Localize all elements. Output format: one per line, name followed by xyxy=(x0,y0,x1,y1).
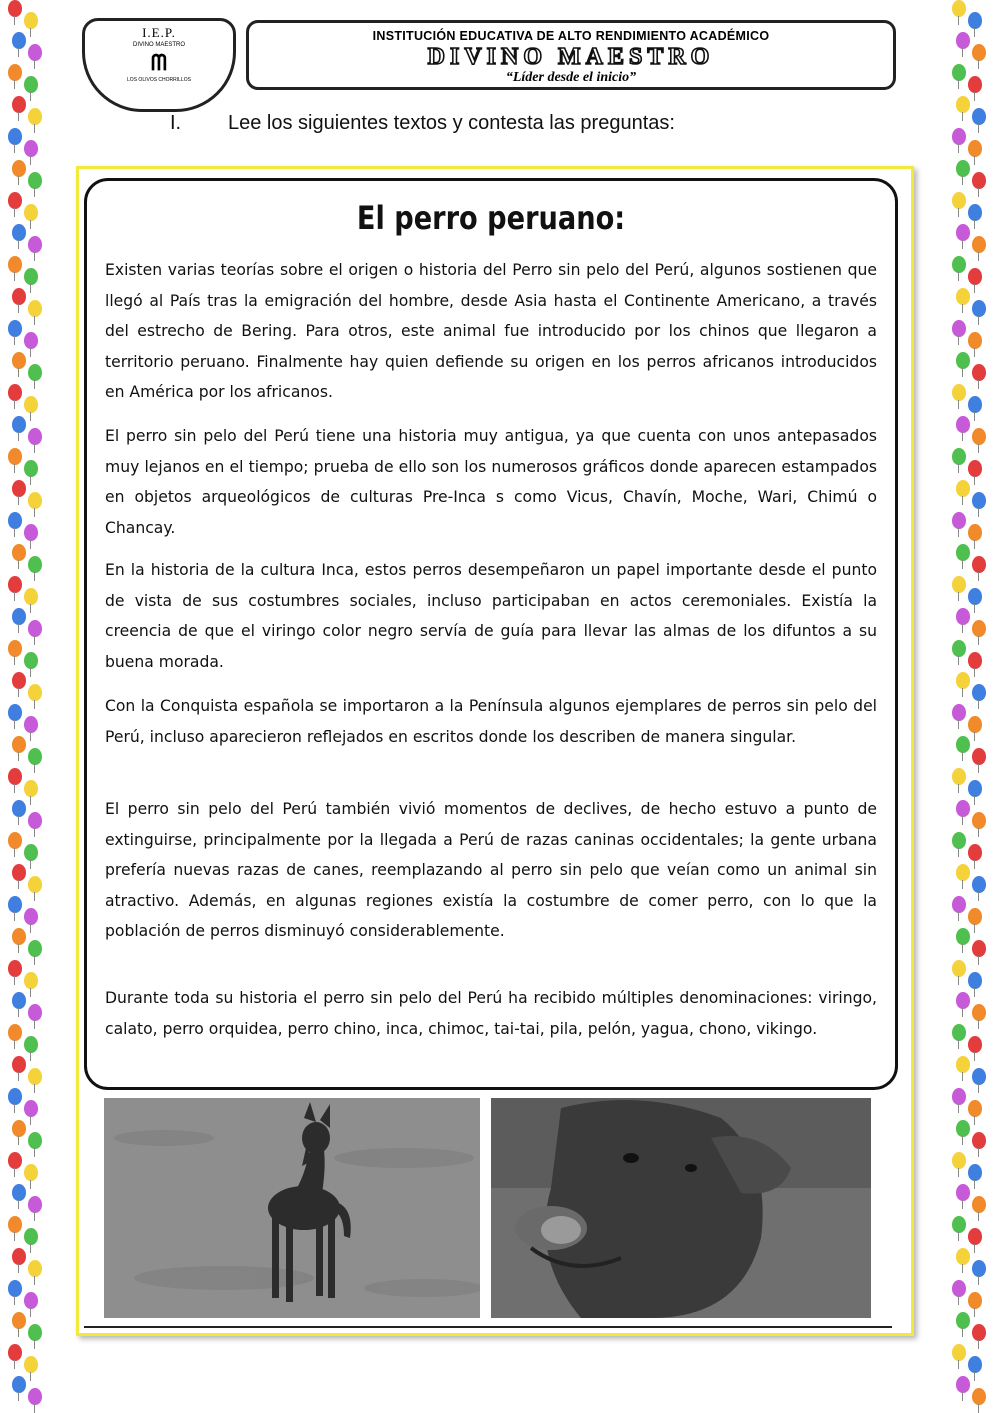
balloon-icon xyxy=(12,480,26,497)
balloon-icon xyxy=(24,460,38,477)
balloon-icon xyxy=(968,396,982,413)
balloon-icon xyxy=(12,32,26,49)
balloon-icon xyxy=(24,1036,38,1053)
balloon-icon xyxy=(24,396,38,413)
balloon-icon xyxy=(24,844,38,861)
logo-location: LOS OLIVOS CHORRILLOS xyxy=(127,77,191,83)
balloon-icon xyxy=(956,416,970,433)
balloon-icon xyxy=(28,940,42,957)
paragraph-conquest: Con la Conquista española se importaron a la Península algunos ejemplares de perros sin pelo del Perú, incluso aparecieron reflejados en escritos donde los describen de manera singular. xyxy=(105,697,877,746)
balloon-icon xyxy=(952,256,966,273)
left-balloon-border xyxy=(8,0,48,1413)
balloon-icon xyxy=(972,1260,986,1277)
balloon-icon xyxy=(952,1152,966,1169)
balloon-icon xyxy=(972,940,986,957)
balloon-icon xyxy=(972,684,986,701)
balloon-icon xyxy=(28,44,42,61)
balloon-icon xyxy=(28,428,42,445)
balloon-icon xyxy=(24,1164,38,1181)
balloon-icon xyxy=(28,812,42,829)
balloon-icon xyxy=(956,928,970,945)
balloon-icon xyxy=(24,12,38,29)
balloon-icon xyxy=(972,364,986,381)
balloon-icon xyxy=(28,1004,42,1021)
balloon-icon xyxy=(12,608,26,625)
paragraph-decline: El perro sin pelo del Perú también vivió momentos de declives, de hecho estuvo a punto de extinguirse, principalmente por la llegada a Perú de razas caninas occidentales; la gente urbana prefería nuevas razas de canes, reemplazando al perro sin pelo que veían como un animal sin atractivo. Además, en algunas regiones existía la costumbre de comer perro, con lo que la población de perros disminuyó considerablemente. xyxy=(105,800,877,941)
balloon-icon xyxy=(956,1184,970,1201)
balloon-icon xyxy=(968,268,982,285)
balloon-icon xyxy=(956,800,970,817)
balloon-icon xyxy=(8,1280,22,1297)
balloon-icon xyxy=(972,236,986,253)
balloon-icon xyxy=(968,12,982,29)
balloon-icon xyxy=(972,1132,986,1149)
school-name: DIVINO MAESTRO xyxy=(427,44,715,70)
balloon-icon xyxy=(8,896,22,913)
balloon-icon xyxy=(968,1100,982,1117)
balloon-icon xyxy=(12,544,26,561)
balloon-icon xyxy=(968,332,982,349)
balloon-icon xyxy=(12,928,26,945)
balloon-icon xyxy=(8,448,22,465)
balloon-icon xyxy=(972,492,986,509)
balloon-icon xyxy=(12,224,26,241)
balloon-icon xyxy=(8,512,22,529)
balloon-icon xyxy=(24,1356,38,1373)
balloon-icon xyxy=(956,1120,970,1137)
balloon-icon xyxy=(8,1088,22,1105)
balloon-icon xyxy=(968,1036,982,1053)
balloon-icon xyxy=(12,96,26,113)
balloon-icon xyxy=(8,576,22,593)
balloon-icon xyxy=(956,96,970,113)
balloon-icon xyxy=(952,960,966,977)
balloon-icon xyxy=(956,480,970,497)
balloon-icon xyxy=(956,224,970,241)
balloon-icon xyxy=(968,1228,982,1245)
balloon-icon xyxy=(952,768,966,785)
balloon-icon xyxy=(956,864,970,881)
balloon-icon xyxy=(8,384,22,401)
balloon-icon xyxy=(968,204,982,221)
balloon-icon xyxy=(28,620,42,637)
balloon-icon xyxy=(972,556,986,573)
balloon-icon xyxy=(952,1024,966,1041)
balloon-icon xyxy=(8,1216,22,1233)
balloon-icon xyxy=(24,972,38,989)
balloon-icon xyxy=(24,1100,38,1117)
balloon-icon xyxy=(8,320,22,337)
paragraph-history: El perro sin pelo del Perú tiene una historia muy antigua, ya que cuenta con unos antepasados muy lejanos en el tiempo; prueba de ello son los numerosos gráficos donde aparecen estampados en objetos arqueológicos de culturas Pre-Inca s como Vicus, Chavín, Moche, Wari, Chimú o Chancay. xyxy=(105,427,877,537)
logo-subtitle: DIVINO MAESTRO xyxy=(132,42,185,48)
balloon-icon xyxy=(12,1184,26,1201)
balloon-icon xyxy=(12,352,26,369)
balloon-icon xyxy=(12,672,26,689)
balloon-icon xyxy=(972,172,986,189)
balloon-icon xyxy=(972,748,986,765)
balloon-icon xyxy=(12,736,26,753)
balloon-icon xyxy=(28,684,42,701)
balloon-icon xyxy=(968,908,982,925)
paragraph-origin: Existen varias teorías sobre el origen o historia del Perro sin pelo del Perú, algunos sostienen que llegó al País tras la emigración del hombre, desde Asia hasta el Continente Americano, a través del estrecho de Bering. Para otros, este animal fue introducido por los chinos que llegaron a territorio peruano. Finalmente hay quien defiende su origen en los perros africanos introducidos en América por los africanos. xyxy=(105,261,877,402)
balloon-icon xyxy=(28,556,42,573)
balloon-icon xyxy=(28,876,42,893)
balloon-icon xyxy=(28,492,42,509)
instruction xyxy=(170,112,675,135)
balloon-icon xyxy=(968,652,982,669)
balloon-icon xyxy=(24,204,38,221)
balloon-icon xyxy=(8,1024,22,1041)
balloon-icon xyxy=(24,268,38,285)
balloon-icon xyxy=(952,704,966,721)
balloon-icon xyxy=(8,1344,22,1361)
balloon-icon xyxy=(956,672,970,689)
balloon-icon xyxy=(956,352,970,369)
balloon-icon xyxy=(972,812,986,829)
balloon-icon xyxy=(972,1068,986,1085)
balloon-icon xyxy=(24,780,38,797)
balloon-icon xyxy=(8,192,22,209)
balloon-icon xyxy=(24,652,38,669)
balloon-icon xyxy=(952,1088,966,1105)
balloon-icon xyxy=(8,1152,22,1169)
balloon-icon xyxy=(12,864,26,881)
balloon-icon xyxy=(28,236,42,253)
instruction-number: I. xyxy=(170,112,182,134)
balloon-icon xyxy=(24,524,38,541)
balloon-icon xyxy=(956,32,970,49)
balloon-icon xyxy=(28,748,42,765)
logo-acronym: I.E.P. xyxy=(142,25,176,40)
balloon-icon xyxy=(28,1068,42,1085)
balloon-icon xyxy=(968,1356,982,1373)
balloon-icon xyxy=(28,172,42,189)
balloon-icon xyxy=(952,0,966,17)
balloon-icon xyxy=(8,704,22,721)
balloon-icon xyxy=(24,1292,38,1309)
balloon-icon xyxy=(956,1248,970,1265)
balloon-icon xyxy=(12,800,26,817)
paragraph-inca: En la historia de la cultura Inca, estos perros desempeñaron un papel importante desde el punto de vista de sus costumbres sociales, incluso participaban en actos ceremoniales. Existía la creencia de que el viringo color negro servía de guía para llevar las almas de los difuntos a su buena morada. xyxy=(105,561,877,671)
balloon-icon xyxy=(972,1324,986,1341)
balloon-icon xyxy=(12,1120,26,1137)
balloon-icon xyxy=(952,1216,966,1233)
school-logo xyxy=(82,18,236,112)
balloon-icon xyxy=(952,320,966,337)
balloon-icon xyxy=(28,364,42,381)
balloon-icon xyxy=(968,76,982,93)
balloon-icon xyxy=(952,1280,966,1297)
dog-closeup-photo xyxy=(491,1098,871,1318)
balloon-icon xyxy=(8,832,22,849)
balloon-icon xyxy=(956,544,970,561)
balloon-icon xyxy=(28,300,42,317)
balloon-icon xyxy=(12,1376,26,1393)
balloon-icon xyxy=(968,716,982,733)
balloon-icon xyxy=(24,588,38,605)
balloon-icon xyxy=(12,288,26,305)
balloon-icon xyxy=(952,128,966,145)
balloon-icon xyxy=(952,896,966,913)
balloon-icon xyxy=(28,1324,42,1341)
balloon-icon xyxy=(12,992,26,1009)
balloon-icon xyxy=(952,192,966,209)
balloon-icon xyxy=(8,768,22,785)
balloon-icon xyxy=(952,640,966,657)
balloon-icon xyxy=(28,1132,42,1149)
bottom-rule xyxy=(84,1326,892,1328)
balloon-icon xyxy=(12,1056,26,1073)
balloon-icon xyxy=(968,844,982,861)
balloon-icon xyxy=(956,736,970,753)
balloon-icon xyxy=(8,64,22,81)
balloon-icon xyxy=(968,524,982,541)
balloon-icon xyxy=(24,140,38,157)
dog-standing-photo xyxy=(104,1098,480,1318)
balloon-icon xyxy=(956,160,970,177)
balloon-icon xyxy=(972,1388,986,1405)
balloon-icon xyxy=(952,384,966,401)
balloon-icon xyxy=(956,992,970,1009)
balloon-icon xyxy=(28,1388,42,1405)
balloon-icon xyxy=(12,1312,26,1329)
balloon-icon xyxy=(28,1260,42,1277)
balloon-icon xyxy=(968,780,982,797)
balloon-icon xyxy=(28,1196,42,1213)
balloon-icon xyxy=(952,832,966,849)
balloon-icon xyxy=(28,108,42,125)
logo-emblem: ᗰ xyxy=(151,50,167,75)
balloon-icon xyxy=(956,1376,970,1393)
balloon-icon xyxy=(968,1164,982,1181)
balloon-icon xyxy=(956,1312,970,1329)
right-balloon-border xyxy=(952,0,992,1413)
balloon-icon xyxy=(972,876,986,893)
balloon-icon xyxy=(968,140,982,157)
balloon-icon xyxy=(972,1004,986,1021)
balloon-icon xyxy=(972,620,986,637)
instruction-text: Lee los siguientes textos y contesta las preguntas: xyxy=(228,112,675,134)
balloon-icon xyxy=(956,608,970,625)
balloon-icon xyxy=(8,960,22,977)
balloon-icon xyxy=(12,416,26,433)
balloon-icon xyxy=(968,460,982,477)
balloon-icon xyxy=(8,256,22,273)
balloon-icon xyxy=(952,512,966,529)
balloon-icon xyxy=(12,160,26,177)
balloon-icon xyxy=(956,1056,970,1073)
balloon-icon xyxy=(24,908,38,925)
paragraph-names: Durante toda su historia el perro sin pelo del Perú ha recibido múltiples denominaciones: viringo, calato, perro orquidea, perro chino, inca, chimoc, tai-tai, pila, pelón, yagua, chono, vikingo. xyxy=(105,989,877,1038)
balloon-icon xyxy=(12,1248,26,1265)
balloon-icon xyxy=(24,716,38,733)
reading-textbox xyxy=(84,178,898,1090)
balloon-icon xyxy=(972,428,986,445)
balloon-icon xyxy=(972,1196,986,1213)
reading-title: El perro peruano: xyxy=(356,199,626,237)
institution-name: INSTITUCIÓN EDUCATIVA DE ALTO RENDIMIENTO ACADÉMICO xyxy=(372,29,770,43)
school-motto: “Líder desde el inicio” xyxy=(505,70,637,85)
balloon-icon xyxy=(8,0,22,17)
balloon-icon xyxy=(956,288,970,305)
balloon-icon xyxy=(972,44,986,61)
balloon-icon xyxy=(24,1228,38,1245)
balloon-icon xyxy=(972,108,986,125)
balloon-icon xyxy=(952,448,966,465)
balloon-icon xyxy=(8,128,22,145)
balloon-icon xyxy=(952,1344,966,1361)
balloon-icon xyxy=(968,588,982,605)
balloon-icon xyxy=(972,300,986,317)
balloon-icon xyxy=(8,640,22,657)
balloon-icon xyxy=(952,64,966,81)
balloon-icon xyxy=(24,76,38,93)
balloon-icon xyxy=(952,576,966,593)
balloon-icon xyxy=(968,1292,982,1309)
header-banner xyxy=(246,20,896,90)
balloon-icon xyxy=(24,332,38,349)
balloon-icon xyxy=(968,972,982,989)
